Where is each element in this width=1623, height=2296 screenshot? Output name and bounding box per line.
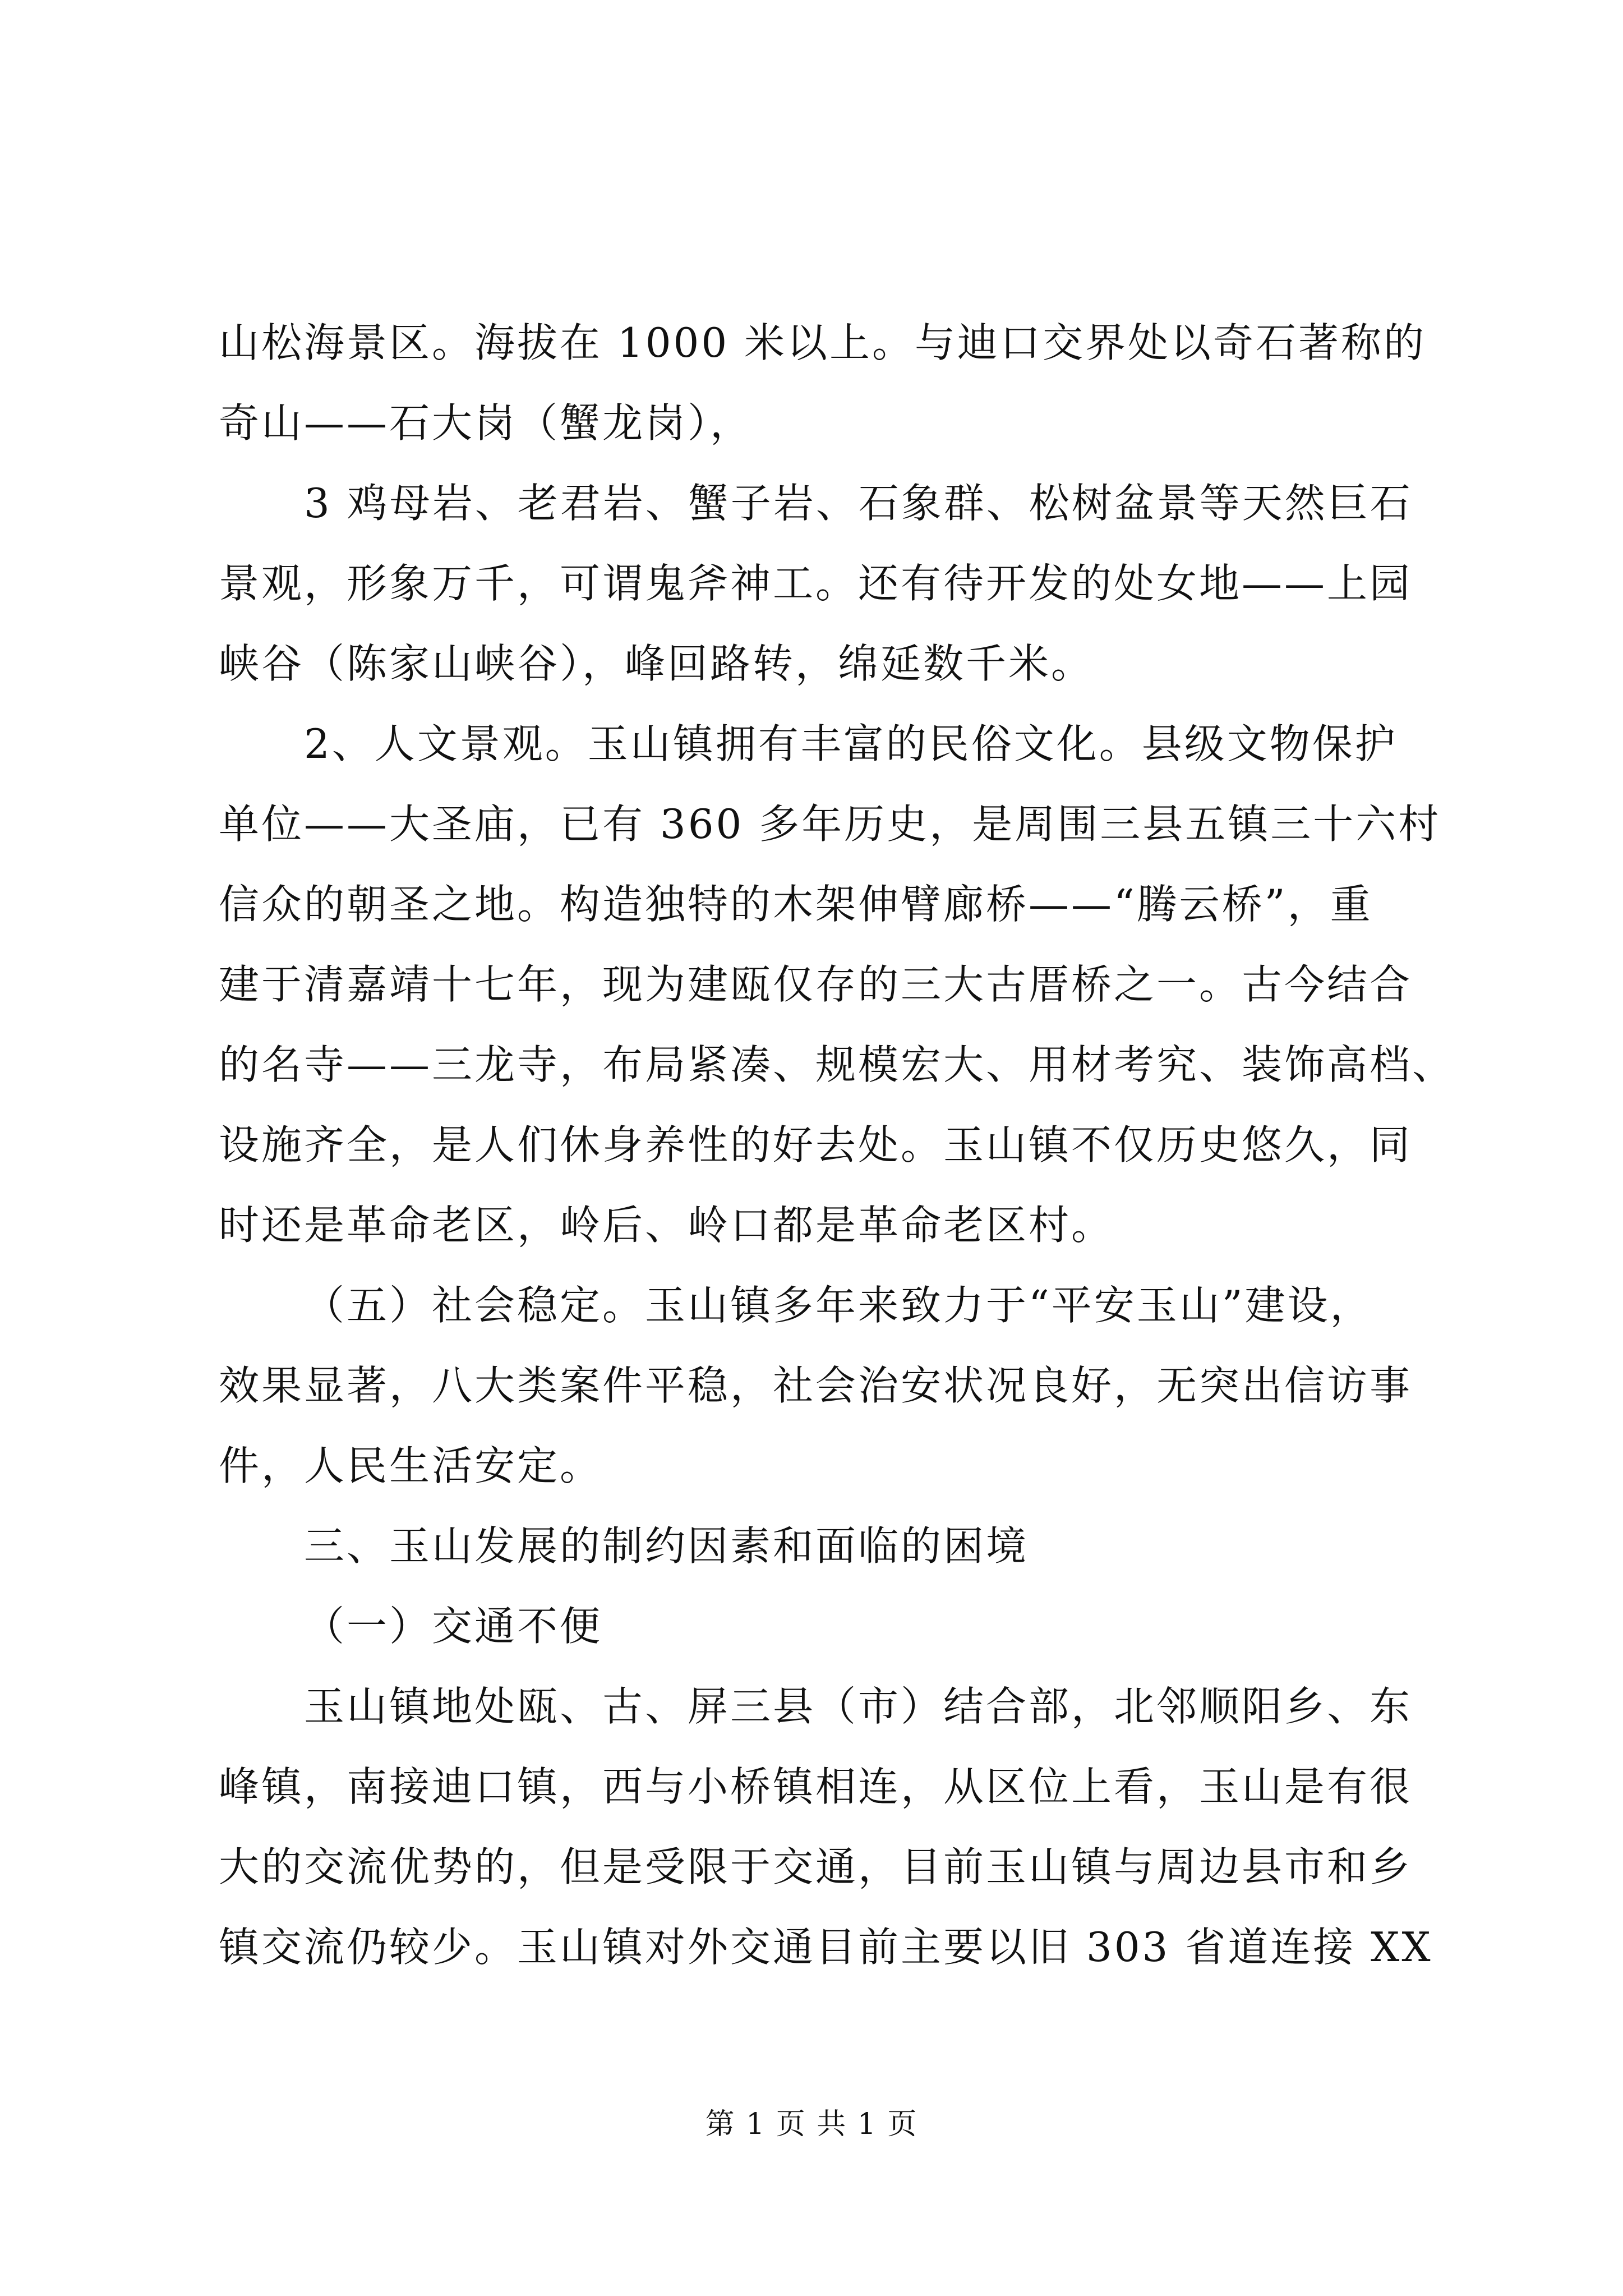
page-footer: 第 1 页 共 1 页 xyxy=(705,2108,918,2141)
subsection-heading: （一）交通不便 xyxy=(304,1603,603,1650)
section-heading: 三、玉山发展的制约因素和面临的困境 xyxy=(304,1522,1029,1570)
text-line: 建于清嘉靖十七年，现为建瓯仅存的三大古厝桥之一。古今结合 xyxy=(219,961,1413,1008)
text-line: 设施齐全，是人们休身养性的好去处。玉山镇不仅历史悠久，同 xyxy=(219,1121,1413,1168)
paragraph-start-line: 2、人文景观。玉山镇拥有丰富的民俗文化。县级文物保护 xyxy=(304,720,1398,767)
body-text xyxy=(219,303,1455,1987)
paragraph-start-line: 玉山镇地处瓯、古、屏三县（市）结合部，北邻顺阳乡、东 xyxy=(304,1683,1413,1730)
text-line: 山松海景区。海拔在 1000 米以上。与迪口交界处以奇石著称的 xyxy=(219,319,1427,366)
text-line: 信众的朝圣之地。构造独特的木架伸臂廊桥——“腾云桥”，重 xyxy=(219,881,1373,928)
text-line: 时还是革命老区，岭后、岭口都是革命老区村。 xyxy=(219,1202,1114,1249)
text-line: 峰镇，南接迪口镇，西与小桥镇相连，从区位上看，玉山是有很 xyxy=(219,1763,1413,1810)
text-line: 大的交流优势的，但是受限于交通，目前玉山镇与周边县市和乡 xyxy=(219,1843,1413,1890)
text-line: 奇山——石大岗（蟹龙岗）， xyxy=(219,399,753,447)
paragraph-start-line: （五）社会稳定。玉山镇多年来致力于“平安玉山”建设， xyxy=(304,1282,1373,1329)
text-line: 件，人民生活安定。 xyxy=(219,1442,603,1489)
text-line: 单位——大圣庙，已有 360 多年历史，是周围三县五镇三十六村 xyxy=(219,800,1441,848)
text-line: 镇交流仍较少。玉山镇对外交通目前主要以旧 303 省道连接 XX xyxy=(219,1924,1433,1971)
text-line: 的名寺——三龙寺，布局紧凑、规模宏大、用材考究、装饰高档、 xyxy=(219,1041,1455,1088)
text-line: 效果显著，八大类案件平稳，社会治安状况良好，无突出信访事 xyxy=(219,1362,1413,1409)
text-line: 景观，形象万千，可谓鬼斧神工。还有待开发的处女地——上园 xyxy=(219,560,1413,607)
paragraph-start-line: 3 鸡母岩、老君岩、蟹子岩、石象群、松树盆景等天然巨石 xyxy=(304,480,1413,527)
text-line: 峡谷（陈家山峡谷），峰回路转，绵延数千米。 xyxy=(219,640,1094,687)
